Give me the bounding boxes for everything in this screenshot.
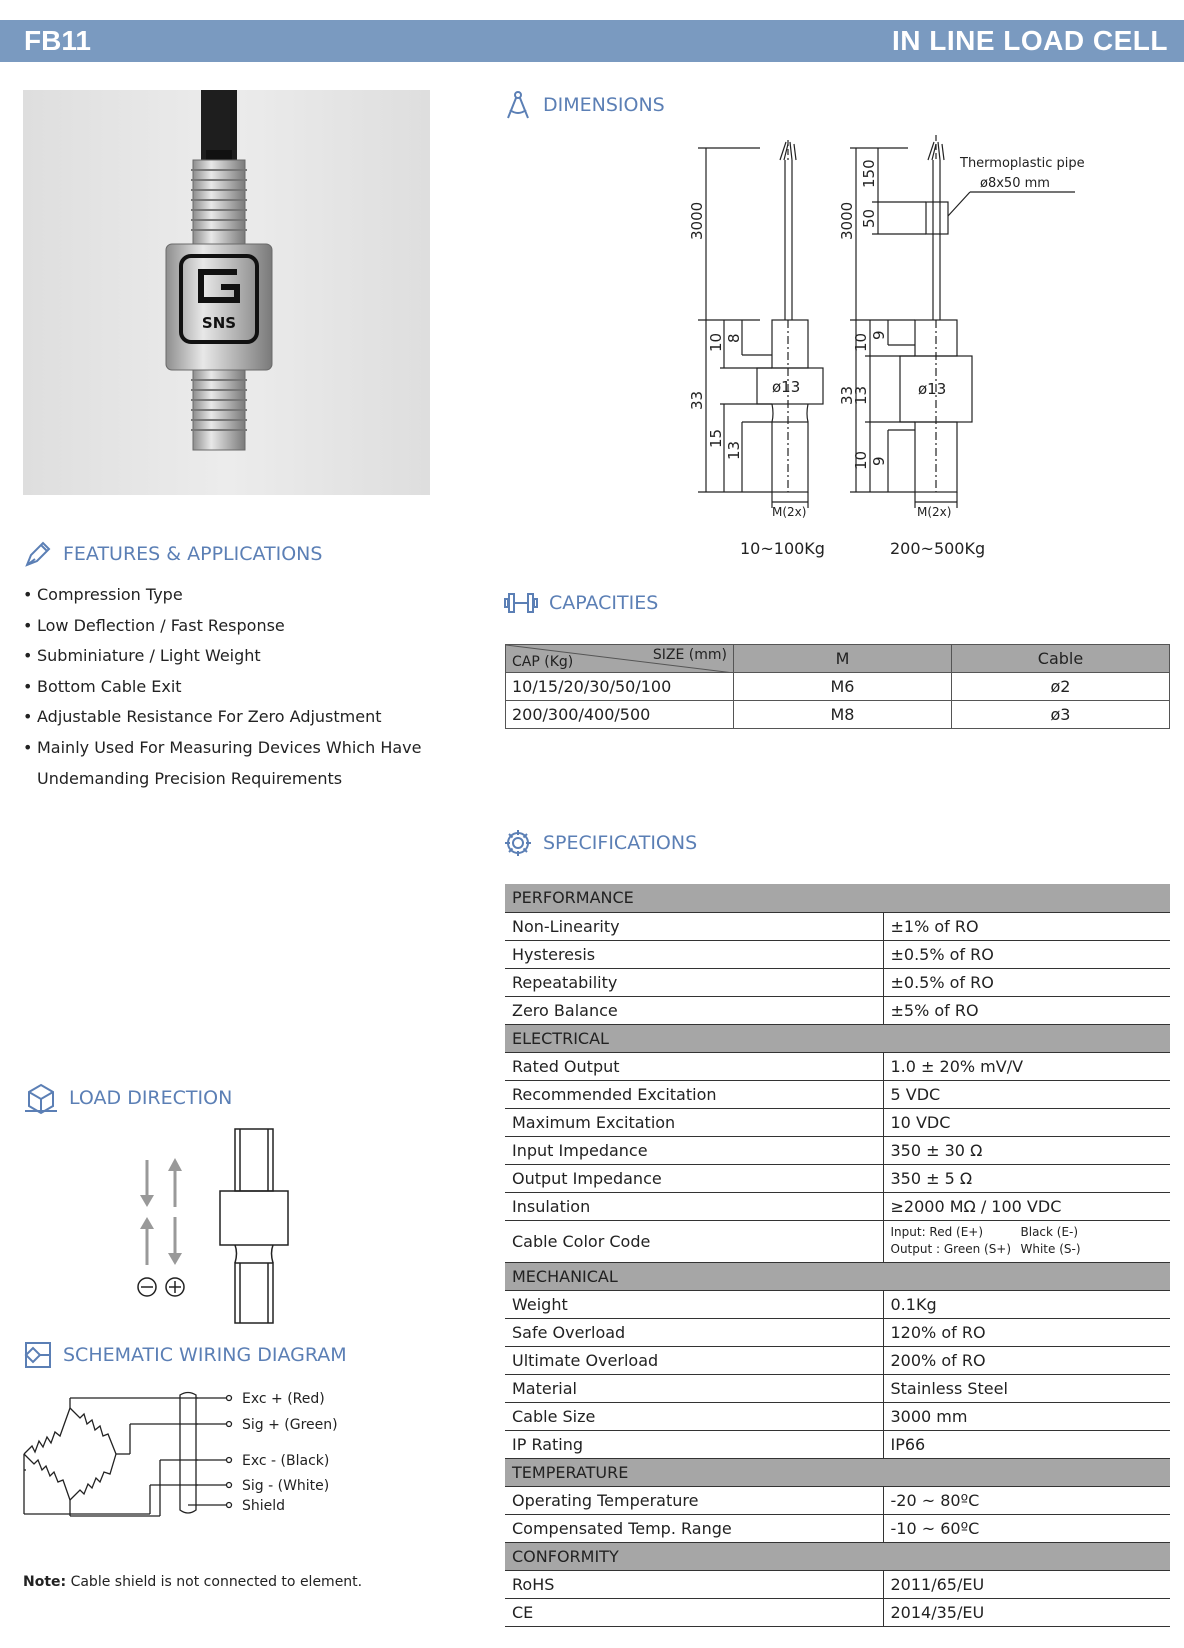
specifications-title-text: SPECIFICATIONS <box>543 832 698 854</box>
dim-right-top-thread: 10 <box>852 332 870 352</box>
dim-right-diameter: ø13 <box>918 380 947 398</box>
product-photo <box>23 90 430 495</box>
dim-right-top-inner: 9 <box>870 330 888 340</box>
size-header-label: SIZE (mm) <box>652 647 727 663</box>
table-row <box>505 1430 1170 1458</box>
spec-label: Cable Size <box>505 1402 883 1430</box>
spec-value: ±0.5% of RO <box>883 968 1170 996</box>
capacities-header-row <box>506 645 1170 673</box>
header-bar <box>0 20 1184 62</box>
cable-cell: ø2 <box>952 673 1170 701</box>
spec-label: Safe Overload <box>505 1318 883 1346</box>
spec-value: 1.0 ± 20% mV/V <box>883 1052 1170 1080</box>
table-row <box>505 1514 1170 1542</box>
cap-header-label: CAP (Kg) <box>512 654 574 670</box>
spec-label: Repeatability <box>505 968 883 996</box>
spec-label: IP Rating <box>505 1430 883 1458</box>
dim-right-cable-top: 150 <box>860 159 878 188</box>
load-direction-title-text: LOAD DIRECTION <box>69 1087 233 1109</box>
m-cell: M6 <box>734 673 952 701</box>
spec-value: Stainless Steel <box>883 1374 1170 1402</box>
table-row <box>505 1318 1170 1346</box>
table-row <box>505 968 1170 996</box>
dim-right-bottom-inner: 9 <box>870 456 888 466</box>
dim-right-pipe: 50 <box>860 208 878 228</box>
spec-group-row <box>505 1262 1170 1290</box>
spec-label: CE <box>505 1598 883 1626</box>
table-row <box>506 673 1170 701</box>
spec-value: 0.1Kg <box>883 1290 1170 1318</box>
feature-item: • Subminiature / Light Weight <box>23 641 443 672</box>
dim-left-bottom-thread: 15 <box>707 428 725 448</box>
spec-value: ±5% of RO <box>883 996 1170 1024</box>
table-row <box>506 701 1170 729</box>
wire-sig-plus: Sig + (Green) <box>242 1417 338 1433</box>
circuit-icon <box>23 1340 53 1370</box>
spec-value: -20 ~ 80ºC <box>883 1486 1170 1514</box>
wiring-title <box>23 1340 347 1370</box>
wire-exc-plus: Exc + (Red) <box>242 1391 325 1407</box>
spec-value: 2014/35/EU <box>883 1598 1170 1626</box>
dim-left-top-thread: 10 <box>707 332 725 352</box>
spec-value: 10 VDC <box>883 1108 1170 1136</box>
dim-left-cable: 3000 <box>688 201 706 240</box>
spec-value: 120% of RO <box>883 1318 1170 1346</box>
note-label: Note: <box>23 1574 67 1590</box>
table-row <box>505 1570 1170 1598</box>
table-row <box>505 1346 1170 1374</box>
spec-label: Rated Output <box>505 1052 883 1080</box>
arrows-icon <box>140 1158 182 1265</box>
spec-label: Weight <box>505 1290 883 1318</box>
dim-left-body: 33 <box>688 390 706 410</box>
table-row <box>505 1136 1170 1164</box>
capacities-table <box>505 644 1170 729</box>
spec-group-row <box>505 884 1170 912</box>
table-row <box>505 1164 1170 1192</box>
features-list <box>23 580 443 794</box>
wire-shield: Shield <box>242 1498 286 1514</box>
table-row <box>505 1220 1170 1262</box>
spec-group-electrical: ELECTRICAL <box>505 1024 1170 1052</box>
compass-icon <box>503 90 533 120</box>
dim-right-cable: 3000 <box>838 201 856 240</box>
model-name: FB11 <box>24 25 91 56</box>
spec-label: Input Impedance <box>505 1136 883 1164</box>
dim-right-bottom-thread: 10 <box>852 450 870 470</box>
table-row <box>505 1486 1170 1514</box>
table-row <box>505 1192 1170 1220</box>
spec-value: 350 ± 5 Ω <box>883 1164 1170 1192</box>
spec-label: Compensated Temp. Range <box>505 1514 883 1542</box>
table-row <box>505 996 1170 1024</box>
feature-item: • Adjustable Resistance For Zero Adjustment <box>23 702 443 733</box>
specifications-title <box>503 828 697 858</box>
table-row <box>505 1290 1170 1318</box>
table-row <box>505 1402 1170 1430</box>
cc-input: Input: Red (E+) <box>890 1225 984 1239</box>
feature-item: • Compression Type <box>23 580 443 611</box>
features-title <box>23 539 322 569</box>
spec-label: Material <box>505 1374 883 1402</box>
cap-cell: 10/15/20/30/50/100 <box>506 673 734 701</box>
note <box>23 1574 362 1590</box>
cable-cell: ø3 <box>952 701 1170 729</box>
cube-icon <box>23 1081 59 1115</box>
table-row <box>505 1598 1170 1626</box>
drawing-left <box>688 140 825 558</box>
spec-value: -10 ~ 60ºC <box>883 1514 1170 1542</box>
dimension-drawing <box>660 130 1140 570</box>
m-cell: M8 <box>734 701 952 729</box>
photo-logo-text: SNS <box>201 314 237 332</box>
cc-output: Output : Green (S+) <box>890 1242 1012 1256</box>
feature-item: • Low Deflection / Fast Response <box>23 611 443 642</box>
dim-pipe-label: Thermoplastic pipe <box>960 156 1085 171</box>
feature-item-continued-text: Undemanding Precision Requirements <box>37 768 343 788</box>
spec-label: Maximum Excitation <box>505 1108 883 1136</box>
spec-value: ±1% of RO <box>883 912 1170 940</box>
features-title-text: FEATURES & APPLICATIONS <box>63 543 323 565</box>
table-row <box>505 1080 1170 1108</box>
spec-group-temperature: TEMPERATURE <box>505 1458 1170 1486</box>
dim-right-body-inner: 13 <box>852 385 870 405</box>
dim-right-body: 33 <box>838 385 856 405</box>
spec-group-row <box>505 1542 1170 1570</box>
spec-value: 200% of RO <box>883 1346 1170 1374</box>
spec-label: Output Impedance <box>505 1164 883 1192</box>
specifications-table <box>505 884 1170 1627</box>
load-direction-diagram <box>130 1125 310 1325</box>
capacities-title <box>503 591 658 615</box>
spec-label: Ultimate Overload <box>505 1346 883 1374</box>
wire-exc-minus: Exc - (Black) <box>242 1453 330 1469</box>
product-type: IN LINE LOAD CELL <box>891 25 1168 56</box>
spec-label: Hysteresis <box>505 940 883 968</box>
dumbbell-icon <box>503 591 539 615</box>
capacities-header-cable: Cable <box>952 645 1170 673</box>
spec-value: 5 VDC <box>883 1080 1170 1108</box>
load-direction-title <box>23 1081 232 1115</box>
dim-right-caption: 200~500Kg <box>890 539 986 558</box>
spec-group-conformity: CONFORMITY <box>505 1542 1170 1570</box>
dim-left-caption: 10~100Kg <box>740 539 825 558</box>
cap-cell: 200/300/400/500 <box>506 701 734 729</box>
feature-item-continued <box>23 764 443 795</box>
spec-label: Non-Linearity <box>505 912 883 940</box>
spec-value: 3000 mm <box>883 1402 1170 1430</box>
spec-label: Zero Balance <box>505 996 883 1024</box>
spec-label: RoHS <box>505 1570 883 1598</box>
spec-value: IP66 <box>883 1430 1170 1458</box>
spec-group-row <box>505 1024 1170 1052</box>
table-row <box>505 912 1170 940</box>
cc-input-2: Black (E-) <box>1020 1225 1079 1239</box>
spec-value: ±0.5% of RO <box>883 940 1170 968</box>
dim-pipe-size: ø8x50 mm <box>980 176 1050 191</box>
spec-group-performance: PERFORMANCE <box>505 884 1170 912</box>
spec-value-cable-colors <box>883 1220 1170 1262</box>
spec-label: Insulation <box>505 1192 883 1220</box>
capacities-title-text: CAPACITIES <box>549 592 659 614</box>
wire-sig-minus: Sig - (White) <box>242 1478 330 1494</box>
gear-icon <box>503 828 533 858</box>
spec-group-row <box>505 1458 1170 1486</box>
pen-icon <box>23 539 53 569</box>
table-row <box>505 1374 1170 1402</box>
spec-label: Operating Temperature <box>505 1486 883 1514</box>
feature-item: • Bottom Cable Exit <box>23 672 443 703</box>
spec-label: Cable Color Code <box>505 1220 883 1262</box>
spec-label: Recommended Excitation <box>505 1080 883 1108</box>
table-row <box>505 1052 1170 1080</box>
spec-value: ≥2000 MΩ / 100 VDC <box>883 1192 1170 1220</box>
spec-value: 2011/65/EU <box>883 1570 1170 1598</box>
dim-right-thread: M(2x) <box>917 505 952 519</box>
table-row <box>505 1108 1170 1136</box>
cc-output-2: White (S-) <box>1020 1242 1081 1256</box>
dimensions-title-text: DIMENSIONS <box>543 94 665 116</box>
note-text: Cable shield is not connected to element. <box>66 1574 363 1590</box>
feature-item: • Mainly Used For Measuring Devices Which Have <box>23 733 443 764</box>
dim-left-diameter: ø13 <box>772 378 801 396</box>
table-row <box>505 940 1170 968</box>
drawing-right <box>838 135 1085 558</box>
spec-value: 350 ± 30 Ω <box>883 1136 1170 1164</box>
dim-left-top-inner: 8 <box>725 333 743 343</box>
dimensions-title <box>503 90 665 120</box>
dim-left-bottom-inner: 13 <box>725 440 743 460</box>
dim-left-thread: M(2x) <box>772 505 807 519</box>
capacities-header-cap <box>506 645 734 673</box>
wiring-title-text: SCHEMATIC WIRING DIAGRAM <box>63 1344 347 1366</box>
capacities-header-m: M <box>734 645 952 673</box>
spec-group-mechanical: MECHANICAL <box>505 1262 1170 1290</box>
wiring-diagram <box>20 1390 350 1530</box>
